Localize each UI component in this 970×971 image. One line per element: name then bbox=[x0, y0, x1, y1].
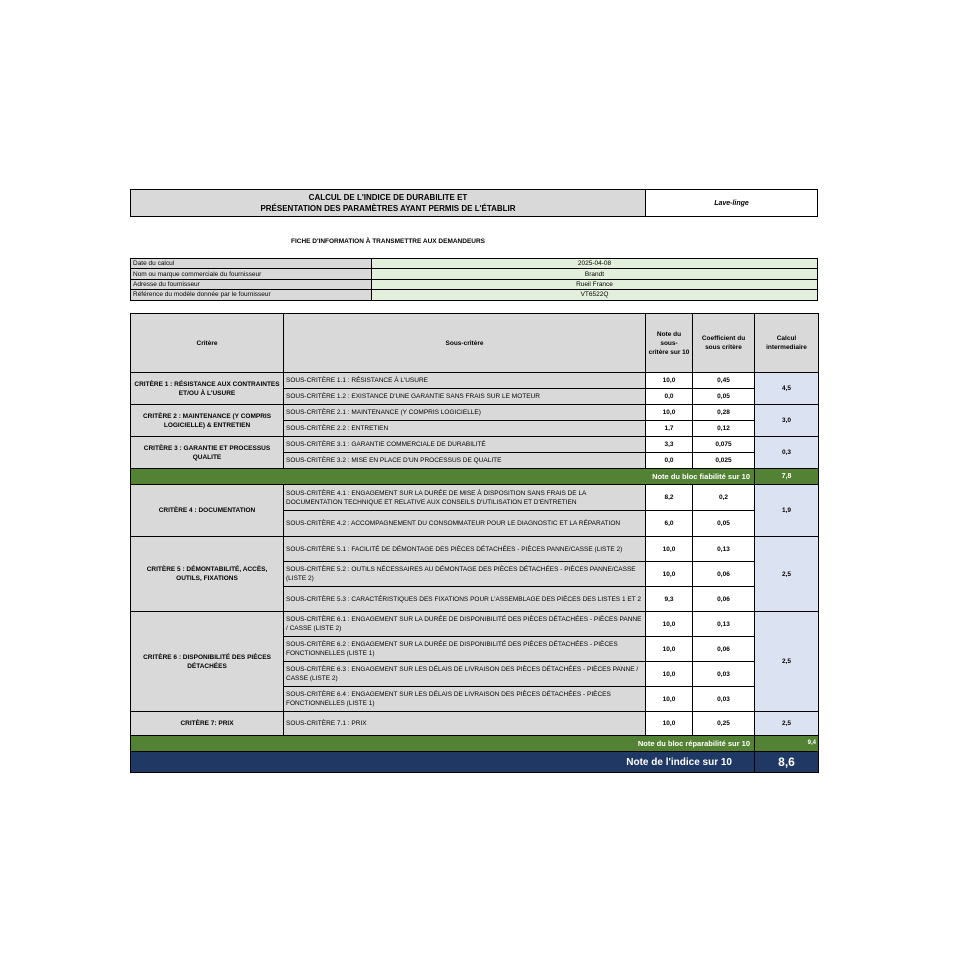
table-row bbox=[131, 612, 819, 637]
sub-coef: 0,05 bbox=[693, 389, 755, 405]
criteria-table bbox=[130, 313, 819, 773]
table-header-row bbox=[131, 314, 819, 373]
sub-criterion: SOUS-CRITÈRE 1.2 : EXISTANCE D'UNE GARANTIE SANS FRAIS SUR LE MOTEUR bbox=[284, 389, 646, 405]
sub-coef: 0,13 bbox=[693, 537, 755, 562]
title-line-1: CALCUL DE L'INDICE DE DURABILITE ET bbox=[308, 193, 468, 202]
info-row bbox=[131, 279, 818, 289]
sub-coef: 0,05 bbox=[693, 511, 755, 537]
sub-coef: 0,03 bbox=[693, 687, 755, 712]
supplier-info-table bbox=[130, 258, 818, 301]
sub-note: 0,0 bbox=[646, 389, 693, 405]
table-row bbox=[131, 373, 819, 389]
product-type bbox=[645, 189, 818, 217]
info-label: Adresse du fournisseur bbox=[131, 279, 372, 289]
sub-note: 10,0 bbox=[646, 687, 693, 712]
info-row bbox=[131, 290, 818, 300]
sub-criterion: SOUS-CRITÈRE 7.1 : PRIX bbox=[284, 712, 646, 736]
col-calc-line1: Calcul bbox=[776, 335, 797, 342]
sub-criterion: SOUS-CRITÈRE 6.3 : ENGAGEMENT SUR LES DÉLAIS DE LIVRAISON DES PIÈCES DÉTACHÉES - PIÈCES PANNE / CASSE (LISTE 2) bbox=[284, 662, 646, 687]
criterion-3: CRITÈRE 3 : GARANTIE ET PROCESSUS QUALITE bbox=[131, 437, 284, 469]
calc-intermediaire: 2,5 bbox=[755, 612, 819, 712]
sub-criterion: SOUS-CRITÈRE 5.3 : CARACTÉRISTIQUES DES FIXATIONS POUR L'ASSEMBLAGE DES PIÈCES DES LISTES 1 ET 2 bbox=[284, 587, 646, 612]
sub-coef: 0,06 bbox=[693, 637, 755, 662]
col-coef-line2: sous critère bbox=[705, 344, 742, 351]
calc-intermediaire: 1,9 bbox=[755, 485, 819, 537]
criterion-5: CRITÈRE 5 : DÉMONTABILITÉ, ACCÈS, OUTILS, FIXATIONS bbox=[131, 537, 284, 612]
title-line-2: PRÉSENTATION DES PARAMÈTRES AYANT PERMIS DE L'ÉTABLIR bbox=[260, 204, 516, 213]
table-row bbox=[131, 437, 819, 453]
reparabilite-value: 9,4 bbox=[755, 736, 819, 752]
sub-note: 8,2 bbox=[646, 485, 693, 511]
sub-criterion: SOUS-CRITÈRE 1.1 : RÉSISTANCE À L'USURE bbox=[284, 373, 646, 389]
sub-coef: 0,06 bbox=[693, 562, 755, 587]
sub-criterion: SOUS-CRITÈRE 5.1 : FACILITÉ DE DÉMONTAGE DES PIÈCES DÉTACHÉES - PIÈCES PANNE/CASSE (LISTE 2) bbox=[284, 537, 646, 562]
info-value: Rueil France bbox=[372, 279, 818, 289]
col-note bbox=[646, 314, 693, 373]
sub-coef: 0,28 bbox=[693, 405, 755, 421]
sub-criterion: SOUS-CRITÈRE 4.1 : ENGAGEMENT SUR LA DURÉE DE MISE À DISPOSITION SANS FRAIS DE LA DOCUMENTATION TECHNIQUE ET RELATIVE AUX CONSEILS D'UTILISATION ET D'ENTRETIEN bbox=[284, 485, 646, 511]
sub-coef: 0,075 bbox=[693, 437, 755, 453]
col-calc bbox=[755, 314, 819, 373]
info-value: Brandt bbox=[372, 269, 818, 279]
sub-criterion: SOUS-CRITÈRE 2.2 : ENTRETIEN bbox=[284, 421, 646, 437]
criterion-1: CRITÈRE 1 : RÉSISTANCE AUX CONTRAINTES ET/OU À L'USURE bbox=[131, 373, 284, 405]
sub-criterion: SOUS-CRITÈRE 3.2 : MISE EN PLACE D'UN PROCESSUS DE QUALITE bbox=[284, 453, 646, 469]
sub-coef: 0,45 bbox=[693, 373, 755, 389]
sub-note: 10,0 bbox=[646, 562, 693, 587]
sub-note: 9,3 bbox=[646, 587, 693, 612]
sub-criterion: SOUS-CRITÈRE 6.4 : ENGAGEMENT SUR LES DÉLAIS DE LIVRAISON DES PIÈCES DÉTACHÉES - PIÈCES FONCTIONNELLES (LISTE 1) bbox=[284, 687, 646, 712]
indice-value: 8,6 bbox=[755, 752, 819, 773]
col-sous-critere: Sous-critère bbox=[284, 314, 646, 373]
reparabilite-row bbox=[131, 736, 819, 752]
sub-coef: 0,25 bbox=[693, 712, 755, 736]
sub-note: 3,3 bbox=[646, 437, 693, 453]
indice-label: Note de l'indice sur 10 bbox=[131, 752, 755, 773]
col-note-line2: critère sur 10 bbox=[648, 348, 690, 356]
sub-criterion: SOUS-CRITÈRE 6.1 : ENGAGEMENT SUR LA DURÉE DE DISPONIBILITÉ DES PIÈCES DÉTACHÉES - PIÈCES PANNE / CASSE (LISTE 2) bbox=[284, 612, 646, 637]
product-type-label: Lave-linge bbox=[714, 199, 749, 207]
document-title bbox=[130, 189, 646, 217]
sub-note: 10,0 bbox=[646, 612, 693, 637]
calc-intermediaire: 0,3 bbox=[755, 437, 819, 469]
sub-coef: 0,13 bbox=[693, 612, 755, 637]
sub-note: 10,0 bbox=[646, 712, 693, 736]
info-label: Date du calcul bbox=[131, 259, 372, 269]
sub-coef: 0,025 bbox=[693, 453, 755, 469]
criterion-6: CRITÈRE 6 : DISPONIBILITÉ DES PIÈCES DÉTACHÉES bbox=[131, 612, 284, 712]
col-coef-line1: Coefficient du bbox=[701, 335, 746, 342]
sub-coef: 0,12 bbox=[693, 421, 755, 437]
table-row bbox=[131, 485, 819, 511]
sub-note: 0,0 bbox=[646, 453, 693, 469]
sub-coef: 0,03 bbox=[693, 662, 755, 687]
col-coef bbox=[693, 314, 755, 373]
sub-note: 10,0 bbox=[646, 373, 693, 389]
col-note-line1: Note du sous- bbox=[656, 330, 682, 347]
sub-criterion: SOUS-CRITÈRE 3.1 : GARANTIE COMMERCIALE DE DURABILITÉ bbox=[284, 437, 646, 453]
calc-intermediaire: 2,5 bbox=[755, 537, 819, 612]
sub-note: 10,0 bbox=[646, 662, 693, 687]
col-calc-line2: intermediaire bbox=[766, 344, 807, 351]
sub-criterion: SOUS-CRITÈRE 4.2 : ACCOMPAGNEMENT DU CONSOMMATEUR POUR LE DIAGNOSTIC ET LA RÉPARATION bbox=[284, 511, 646, 537]
sub-criterion: SOUS-CRITÈRE 6.2 : ENGAGEMENT SUR LA DURÉE DE DISPONIBILITÉ DES PIÈCES DÉTACHÉES - PIÈCES FONCTIONNELLES (LISTE 1) bbox=[284, 637, 646, 662]
fiabilite-row bbox=[131, 469, 819, 485]
fiabilite-value: 7,8 bbox=[755, 469, 819, 485]
table-row bbox=[131, 537, 819, 562]
fiabilite-label: Note du bloc fiabilité sur 10 bbox=[131, 469, 755, 485]
table-row bbox=[131, 405, 819, 421]
info-label: Référence du modèle donnée par le fournisseur bbox=[131, 290, 372, 300]
info-label: Nom ou marque commerciale du fournisseur bbox=[131, 269, 372, 279]
sub-note: 10,0 bbox=[646, 405, 693, 421]
reparabilite-label: Note du bloc réparabilité sur 10 bbox=[131, 736, 755, 752]
calc-intermediaire: 4,5 bbox=[755, 373, 819, 405]
criterion-2: CRITÈRE 2 : MAINTENANCE (Y COMPRIS LOGICIELLE) & ENTRETIEN bbox=[131, 405, 284, 437]
col-critere: Critère bbox=[131, 314, 284, 373]
table-row bbox=[131, 712, 819, 736]
info-row bbox=[131, 259, 818, 269]
calc-intermediaire: 3,0 bbox=[755, 405, 819, 437]
sub-coef: 0,2 bbox=[693, 485, 755, 511]
sub-note: 6,0 bbox=[646, 511, 693, 537]
calc-intermediaire: 2,5 bbox=[755, 712, 819, 736]
info-row bbox=[131, 269, 818, 279]
sub-note: 1,7 bbox=[646, 421, 693, 437]
sub-criterion: SOUS-CRITÈRE 5.2 : OUTILS NÉCESSAIRES AU DÉMONTAGE DES PIÈCES DÉTACHÉES - PIÈCES PANNE/CASSE (LISTE 2) bbox=[284, 562, 646, 587]
indice-row bbox=[131, 752, 819, 773]
sub-note: 10,0 bbox=[646, 637, 693, 662]
criterion-7: CRITÈRE 7: PRIX bbox=[131, 712, 284, 736]
info-value: 2025-04-08 bbox=[372, 259, 818, 269]
sub-criterion: SOUS-CRITÈRE 2.1 : MAINTENANCE (Y COMPRIS LOGICIELLE) bbox=[284, 405, 646, 421]
info-value: VT6522Q bbox=[372, 290, 818, 300]
criterion-4: CRITÈRE 4 : DOCUMENTATION bbox=[131, 485, 284, 537]
sub-coef: 0,06 bbox=[693, 587, 755, 612]
sub-note: 10,0 bbox=[646, 537, 693, 562]
subtitle: FICHE D'INFORMATION À TRANSMETTRE AUX DEMANDEURS bbox=[290, 238, 485, 245]
